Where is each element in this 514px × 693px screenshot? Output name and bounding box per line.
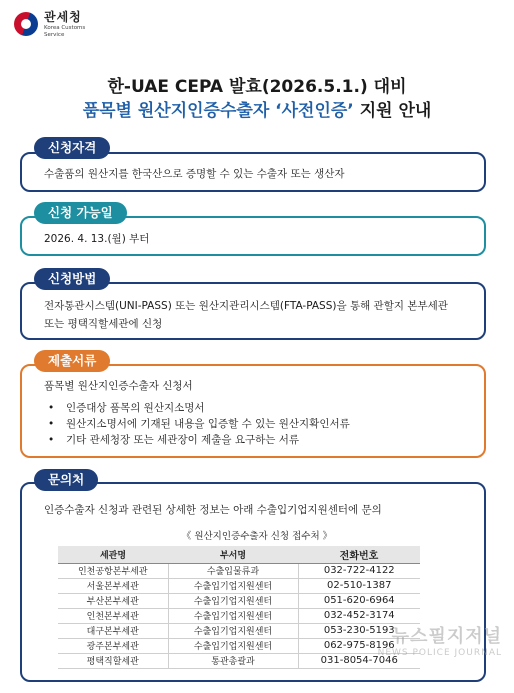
taegeuk-logo-icon xyxy=(14,12,38,36)
table-row xyxy=(58,608,420,623)
eligibility-label: 신청자격 xyxy=(34,137,110,159)
table-row xyxy=(58,593,420,608)
page-title-line1: 한-UAE CEPA 발효(2026.5.1.) 대비 xyxy=(107,77,407,97)
page-title-highlight: 품목별 원산지인증수출자 ‘사전인증’ xyxy=(82,101,354,121)
office-cell: 서울본부세관 xyxy=(58,578,168,593)
documents-list xyxy=(44,400,350,448)
phone-cell: 053-230-5193 xyxy=(298,623,420,638)
office-cell: 평택직할세관 xyxy=(58,653,168,668)
page-title-line2 xyxy=(0,96,514,121)
contacts-table-title: 《 원산지인증수출자 신청 접수처 》 xyxy=(181,531,333,542)
documents-intro: 품목별 원산지인증수출자 신청서 xyxy=(44,380,193,392)
phone-cell: 062-975-8196 xyxy=(298,638,420,653)
phone-cell: 051-620-6964 xyxy=(298,593,420,608)
phone-cell: 02-510-1387 xyxy=(298,578,420,593)
office-cell: 부산본부세관 xyxy=(58,593,168,608)
documents-label: 제출서류 xyxy=(34,350,110,372)
method-label: 신청방법 xyxy=(34,268,110,290)
eligibility-text: 수출품의 원산지를 한국산으로 증명할 수 있는 수출자 또는 생산자 xyxy=(44,168,345,180)
department-cell: 수출입물류과 xyxy=(168,563,298,578)
table-row xyxy=(58,653,420,668)
office-cell: 인천본부세관 xyxy=(58,608,168,623)
table-header-row xyxy=(58,546,420,563)
department-cell: 수출입기업지원센터 xyxy=(168,638,298,653)
publisher-watermark xyxy=(378,622,502,658)
watermark-en: NEWS POLICE JOURNAL xyxy=(377,648,502,658)
department-cell: 수출입기업지원센터 xyxy=(168,608,298,623)
page-title-rest: 지원 안내 xyxy=(353,101,432,121)
col-header-office: 세관명 xyxy=(58,546,168,563)
contacts-table xyxy=(58,546,420,669)
documents-item: • 인증대상 품목의 원산지소명서 xyxy=(44,400,350,416)
table-row xyxy=(58,638,420,653)
col-header-phone: 전화번호 xyxy=(298,546,420,563)
department-cell: 수출입기업지원센터 xyxy=(168,623,298,638)
available-text: 2026. 4. 13.(월) 부터 xyxy=(44,233,150,245)
col-header-department: 부서명 xyxy=(168,546,298,563)
org-name-block xyxy=(44,8,85,39)
department-cell: 수출입기업지원센터 xyxy=(168,578,298,593)
table-row xyxy=(58,578,420,593)
org-name: 관세청 xyxy=(44,10,82,24)
department-cell: 통관총괄과 xyxy=(168,653,298,668)
org-name-en-line2: Service xyxy=(44,32,65,38)
table-row xyxy=(58,563,420,578)
office-cell: 대구본부세관 xyxy=(58,623,168,638)
available-label: 신청 가능일 xyxy=(34,202,127,224)
org-name-en-line1: Korea Customs xyxy=(44,25,86,31)
contact-label: 문의처 xyxy=(34,469,98,491)
method-line1: 전자통관시스템(UNI-PASS) 또는 원산지관리시스템(FTA-PASS)을 통해 관할지 본부세관 xyxy=(44,300,448,312)
org-logo xyxy=(14,8,85,39)
phone-cell: 032-722-4122 xyxy=(298,563,420,578)
contact-text: 인증수출자 신청과 관련된 상세한 정보는 아래 수출입기업지원센터에 문의 xyxy=(44,504,382,516)
watermark-ko: 뉴스필지저널 xyxy=(391,626,502,647)
method-line2: 또는 평택직할세관에 신청 xyxy=(44,318,163,330)
documents-item: • 원산지소명서에 기재된 내용을 입증할 수 있는 원산지확인서류 xyxy=(44,416,350,432)
table-row xyxy=(58,623,420,638)
department-cell: 수출입기업지원센터 xyxy=(168,593,298,608)
office-cell: 인천공항본부세관 xyxy=(58,563,168,578)
phone-cell: 032-452-3174 xyxy=(298,608,420,623)
office-cell: 광주본부세관 xyxy=(58,638,168,653)
phone-cell: 031-8054-7046 xyxy=(298,653,420,668)
documents-item: • 기타 관세청장 또는 세관장이 제출을 요구하는 서류 xyxy=(44,432,350,448)
